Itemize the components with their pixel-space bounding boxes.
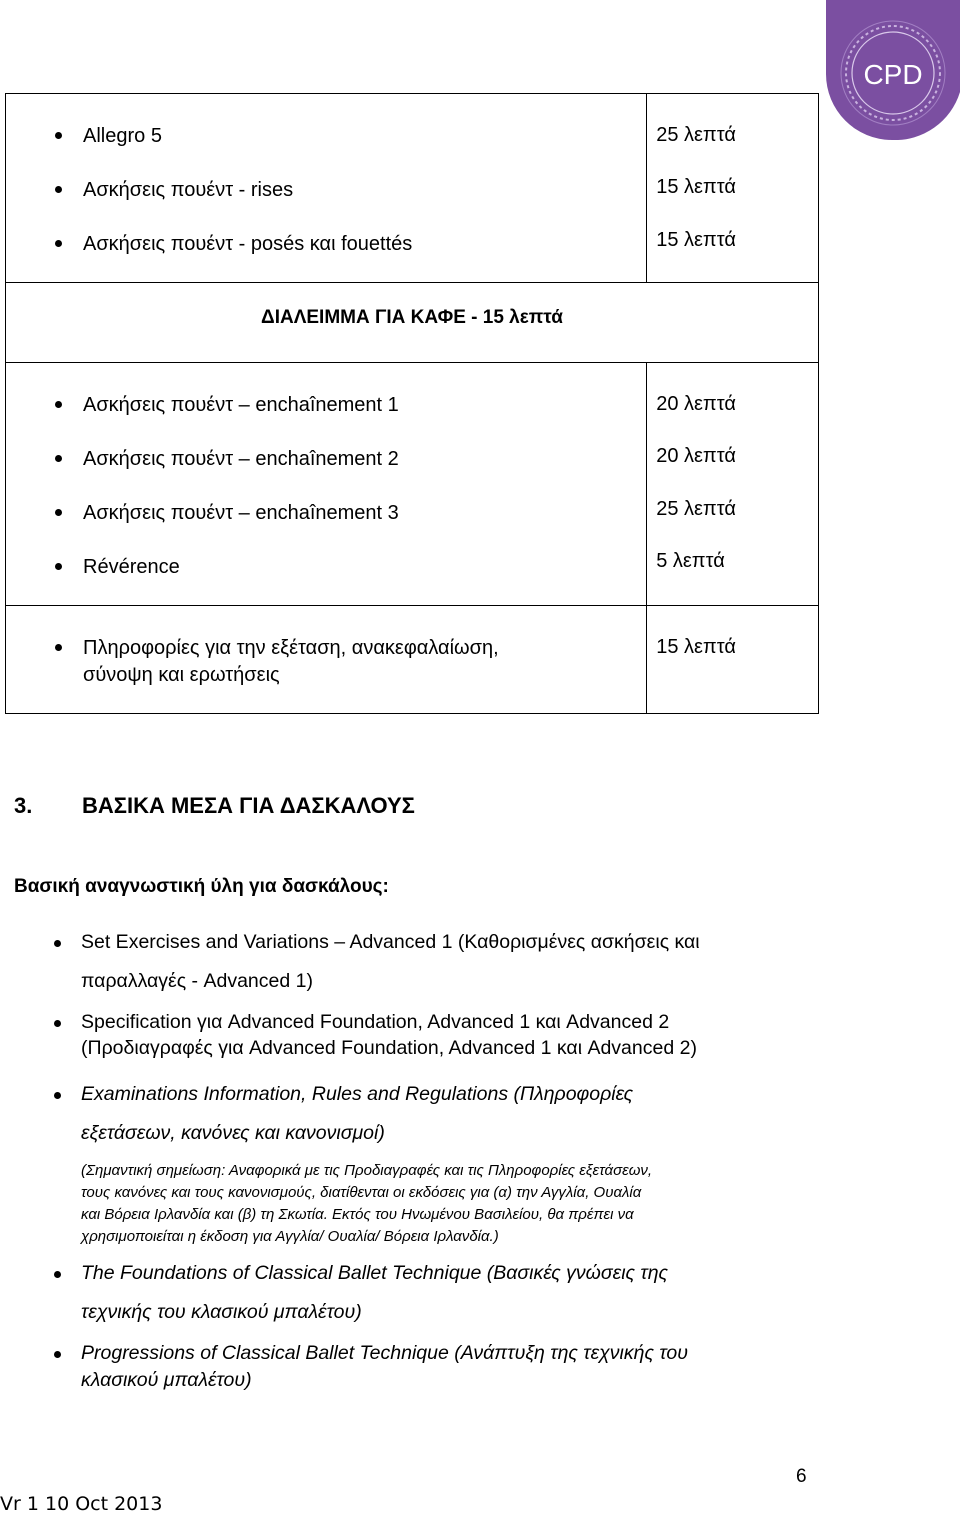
resource-item-line: Progressions of Classical Ballet Technique (Ανάπτυξη της τεχνικής του — [81, 1342, 688, 1364]
section-heading — [14, 793, 415, 819]
schedule-row — [6, 94, 819, 283]
note-line: χρησιμοποιείται η έκδοση για Αγγλία/ Ουαλία/ Βόρεια Ιρλανδία.) — [81, 1228, 499, 1245]
bullet-icon — [54, 1351, 61, 1358]
activity-item: Ασκήσεις πουέντ – enchaînement 1 — [83, 394, 399, 416]
bullet-icon — [54, 1020, 61, 1027]
bullet-icon — [55, 240, 62, 247]
resource-item-line: παραλλαγές - Advanced 1) — [81, 970, 313, 992]
duration-cell — [647, 94, 819, 283]
resource-item-line: εξετάσεων, κανόνες και κανονισμοί) — [81, 1122, 385, 1144]
resource-item-line: Specification για Advanced Foundation, Advanced 1 και Advanced 2 — [81, 1011, 670, 1033]
activity-item-line: Πληροφορίες για την εξέταση, ανακεφαλαίωση, — [83, 637, 499, 659]
resource-item-line: Set Exercises and Variations – Advanced 1 (Καθορισμένες ασκήσεις και — [81, 931, 700, 953]
bullet-icon — [55, 455, 62, 462]
break-cell — [6, 283, 819, 363]
bullet-icon — [54, 1271, 61, 1278]
note-line: (Σημαντική σημείωση: Αναφορικά με τις Προδιαγραφές και τις Πληροφορίες εξετάσεων, — [81, 1162, 653, 1179]
activity-item: Allegro 5 — [83, 125, 162, 147]
resource-item-line: The Foundations of Classical Ballet Technique (Βασικές γνώσεις της — [81, 1262, 669, 1284]
resource-item-line: (Προδιαγραφές για Advanced Foundation, Advanced 1 και Advanced 2) — [81, 1037, 697, 1059]
bullet-icon — [54, 940, 61, 947]
cpd-badge-text: CPD — [863, 59, 923, 90]
schedule-row — [6, 606, 819, 714]
important-note — [81, 1160, 821, 1248]
resource-item-line: Examinations Information, Rules and Regulations (Πληροφορίες — [81, 1083, 634, 1105]
activity-item: Ασκήσεις πουέντ – enchaînement 2 — [83, 448, 399, 470]
activity-cell — [6, 94, 647, 283]
note-line: και Βόρεια Ιρλανδία και (β) τη Σκωτία. Εκτός του Ηνωμένου Βασιλείου, θα πρέπει να — [81, 1206, 634, 1223]
section-number: 3. — [14, 793, 33, 818]
duration-value: 25 λεπτά — [656, 498, 736, 520]
break-row — [6, 283, 819, 363]
resource-item-line: τεχνικής του κλασικού μπαλέτου) — [81, 1301, 362, 1323]
activity-item: Ασκήσεις πουέντ - rises — [83, 179, 294, 201]
resource-item-line: κλασικού μπαλέτου) — [81, 1369, 252, 1391]
cpd-badge-logo — [826, 0, 960, 140]
duration-value: 20 λεπτά — [656, 393, 736, 415]
bullet-icon — [55, 401, 62, 408]
bullet-icon — [55, 509, 62, 516]
activity-cell — [6, 363, 647, 606]
section-title: ΒΑΣΙΚΑ ΜΕΣΑ ΓΙΑ ΔΑΣΚΑΛΟΥΣ — [82, 793, 415, 818]
bullet-icon — [54, 1092, 61, 1099]
activity-cell — [6, 606, 647, 714]
duration-value: 15 λεπτά — [656, 636, 736, 658]
note-line: τους κανόνες και τους κανονισμούς, διατίθενται οι εκδόσεις για (α) την Αγγλία, Ουαλία — [81, 1184, 642, 1201]
duration-value: 5 λεπτά — [656, 550, 725, 572]
bullet-icon — [55, 186, 62, 193]
version-footer: Vr 1 10 Oct 2013 — [0, 1493, 163, 1515]
coffee-break-label: ΔΙΑΛΕΙΜΜΑ ΓΙΑ ΚΑΦΕ - 15 λεπτά — [261, 307, 563, 328]
duration-cell — [647, 363, 819, 606]
bullet-icon — [55, 644, 62, 651]
duration-value: 20 λεπτά — [656, 445, 736, 467]
page-number: 6 — [796, 1466, 807, 1487]
duration-value: 25 λεπτά — [656, 124, 736, 146]
reading-subheading: Βασική αναγνωστική ύλη για δασκάλους: — [14, 876, 389, 897]
schedule-table — [5, 93, 819, 714]
duration-value: 15 λεπτά — [656, 176, 736, 198]
activity-item: Révérence — [83, 556, 180, 578]
bullet-icon — [55, 132, 62, 139]
activity-item: Ασκήσεις πουέντ - posés και fouettés — [83, 233, 413, 255]
schedule-row — [6, 363, 819, 606]
activity-item: Ασκήσεις πουέντ – enchaînement 3 — [83, 502, 399, 524]
bullet-icon — [55, 563, 62, 570]
duration-value: 15 λεπτά — [656, 229, 736, 251]
duration-cell — [647, 606, 819, 714]
activity-item-line: σύνοψη και ερωτήσεις — [83, 664, 280, 686]
